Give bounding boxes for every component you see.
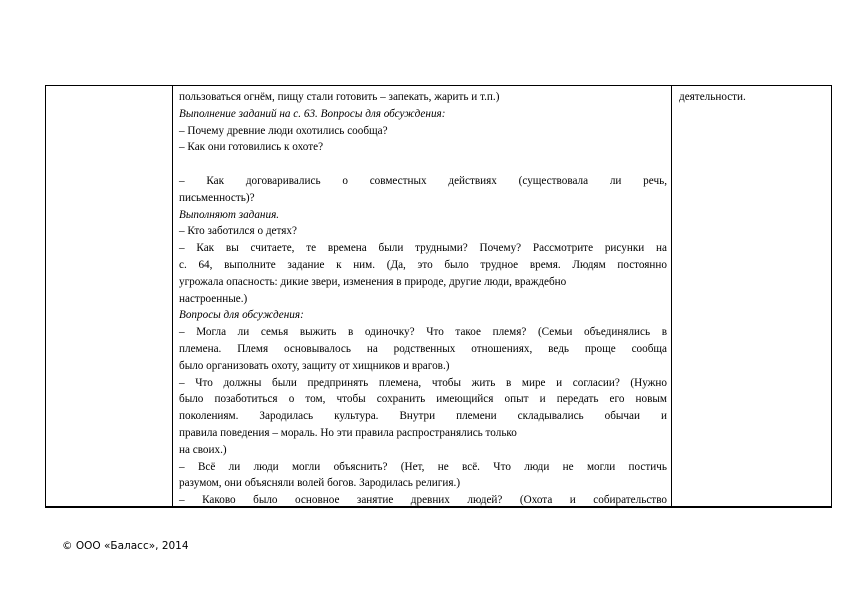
text-line: было организовать охоту, защиту от хищников и врагов.) xyxy=(179,359,450,372)
text-line: угрожала опасность: дикие звери, изменения в природе, другие люди, враждебно xyxy=(179,275,567,288)
text-line: Выполнение заданий на с. 63. Вопросы для обсуждения: xyxy=(179,107,446,120)
text-line: – Что должны были предпринять племена, чтобы жить в мире и согласии? (Нужно xyxy=(179,376,667,389)
blank-line xyxy=(179,156,667,173)
right-cell-text: деятельности. xyxy=(679,91,746,103)
table-cell-right xyxy=(679,89,829,106)
table-bottom-border xyxy=(45,506,832,508)
text-line: письменность)? xyxy=(179,191,255,204)
column-divider xyxy=(172,86,173,507)
copyright-footer: © ООО «Баласс», 2014 xyxy=(62,540,189,552)
text-line: на своих.) xyxy=(179,443,227,456)
text-line: разумом, они объясняли волей богов. Зародилась религия.) xyxy=(179,477,461,490)
text-line: правила поведения – мораль. Но эти правила распространялись только xyxy=(179,426,517,439)
text-line: – Каково было основное занятие древних людей? (Охота и собирательство xyxy=(179,494,667,507)
text-line: Выполняют задания. xyxy=(179,208,280,221)
lesson-table xyxy=(45,85,832,507)
text-line: было позаботиться о том, чтобы сохранить имеющийся опыт и передать его новым xyxy=(179,393,667,406)
text-line: племена. Племя основывалось на родственных отношениях, ведь проще сообща xyxy=(179,342,667,355)
text-line: – Почему древние люди охотились сообща? xyxy=(179,124,388,137)
text-line: поколениям. Зародилась культура. Внутри племени складывались обычаи и xyxy=(179,410,667,423)
text-line: – Могла ли семья выжить в одиночку? Что такое племя? (Семьи объединялись в xyxy=(179,326,667,339)
text-line: с. 64, выполните задание к ним. (Да, это было трудное время. Людям постоянно xyxy=(179,258,667,271)
text-line: – Всё ли люди могли объяснить? (Нет, не всё. Что люди не могли постичь xyxy=(179,460,667,473)
text-line: Вопросы для обсуждения: xyxy=(179,309,304,322)
text-line: – Как договаривались о совместных действиях (существовала ли речь, xyxy=(179,174,667,187)
text-line: – Как они готовились к охоте? xyxy=(179,141,324,154)
column-divider xyxy=(671,86,672,507)
text-line: пользоваться огнём, пищу стали готовить – запекать, жарить и т.п.) xyxy=(179,91,500,103)
text-line: – Как вы считаете, те времена были трудными? Почему? Рассмотрите рисунки на xyxy=(179,242,667,255)
table-cell-activity xyxy=(179,89,667,509)
text-line: – Кто заботился о детях? xyxy=(179,225,297,238)
text-line: настроенные.) xyxy=(179,292,248,305)
